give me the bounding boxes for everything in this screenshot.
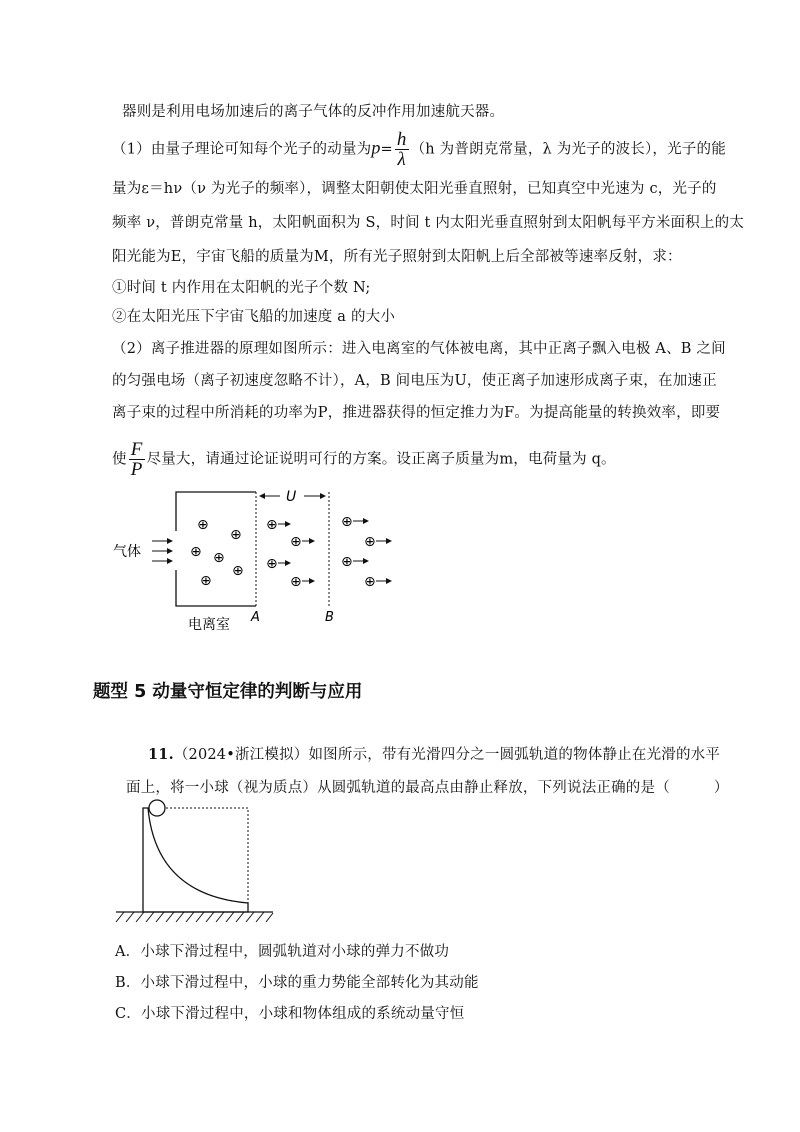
fraction-numerator: h (396, 129, 407, 150)
ion: ⊕ (197, 517, 209, 533)
gas-inflow-arrows (152, 541, 172, 561)
question11-line2 (126, 776, 729, 797)
part2-line4-suffix: 尽量大，请通过论证说明可行的方案。设正离子质量为m，电荷量为 q。 (146, 451, 616, 468)
voltage-label: U (286, 489, 297, 505)
small-ball (149, 800, 165, 816)
ion: ⊕ (266, 556, 278, 572)
gas-label: 气体 (113, 544, 141, 560)
ion: ⊕ (190, 544, 202, 560)
chamber-ions (190, 517, 244, 589)
part1-line4: 阳光能为E，宇宙飞船的质量为M，所有光子照射到太阳帆上后全部被等速率反射，求： (112, 249, 682, 265)
part1-line2: 量为ε＝hν（ν 为光子的频率），调整太阳朝使太阳光垂直照射，已知真空中光速为 c，光子的 (112, 181, 717, 197)
plate-b-label: B (325, 610, 334, 625)
part1-question1: ①时间 t 内作用在太阳帆的光子个数 N; (112, 280, 371, 296)
question-line1-text: 如图所示，带有光滑四分之一圆弧轨道的物体静止在光滑的水平 (308, 747, 721, 763)
question-source: （2024•浙江模拟） (173, 747, 309, 763)
accelerating-ion-arrows (278, 524, 314, 581)
question-number: 11. (148, 746, 174, 763)
ion: ⊕ (290, 534, 302, 550)
accelerating-ions (266, 517, 302, 590)
fraction-denominator-p: P (130, 459, 143, 480)
equals-sign: = (380, 141, 393, 158)
momentum-symbol: p (371, 137, 381, 158)
part1-suffix: （h 为普朗克常量，λ 为光子的波长），光子的能 (410, 141, 726, 158)
track-block (143, 808, 248, 912)
question11-line1 (148, 743, 720, 764)
option-b: B．小球下滑过程中，小球的重力势能全部转化为其动能 (115, 975, 479, 991)
fraction-numerator-f: F (130, 439, 143, 460)
part1-question2: ②在太阳光压下宇宙飞船的加速度 a 的大小 (112, 309, 396, 325)
ion: ⊕ (290, 574, 302, 590)
part2-line1: （2）离子推进器的原理如图所示：进入电离室的气体被电离，其中正离子飘入电极 A、B 之间 (112, 341, 726, 357)
ion: ⊕ (213, 550, 225, 566)
question-line2-close: ） (713, 780, 729, 796)
ion: ⊕ (364, 534, 376, 550)
ion-beam-arrows (353, 521, 391, 581)
intro-line: 器则是利用电场加速后的离子气体的反冲作用加速航天器。 (122, 104, 505, 120)
part2-line4-prefix: 使 (112, 451, 127, 468)
ion-beam (341, 514, 376, 590)
chamber-walls (176, 492, 256, 606)
part2-line3: 离子束的过程中所消耗的功率为P，推进器获得的恒定推力为F。为提高能量的转换效率，即要 (112, 405, 721, 421)
ion: ⊕ (266, 517, 278, 533)
part2-line2: 的匀强电场（离子初速度忽略不计），A，B 间电压为U，使正离子加速形成离子束，在加速正 (112, 373, 717, 389)
ion: ⊕ (232, 563, 244, 579)
fraction-denominator: λ (397, 149, 406, 170)
question-line2-text: 面上，将一小球（视为质点）从圆弧轨道的最高点由静止释放，下列说法正确的是（ (126, 780, 670, 796)
part1-line3: 频率 ν，普朗克常量 h，太阳帆面积为 S，时间 t 内太阳光垂直照射到太阳帆每平方米面积上的太 (112, 215, 745, 231)
ion: ⊕ (364, 574, 376, 590)
dashed-outline (166, 808, 248, 903)
ground-hatching (116, 912, 273, 922)
option-c: C．小球下滑过程中，小球和物体组成的系统动量守恒 (115, 1006, 465, 1022)
ion: ⊕ (341, 514, 353, 530)
part1-prefix: （1）由量子理论可知每个光子的动量为 (112, 141, 372, 158)
ion: ⊕ (341, 554, 353, 570)
ion: ⊕ (200, 573, 212, 589)
plate-a-label: A (251, 610, 260, 625)
ion: ⊕ (230, 527, 242, 543)
track-diagram (116, 800, 273, 922)
section-heading: 题型 5 动量守恒定律的判断与应用 (93, 682, 363, 702)
chamber-label: 电离室 (188, 617, 230, 633)
option-a: A．小球下滑过程中，圆弧轨道对小球的弹力不做功 (115, 944, 450, 960)
